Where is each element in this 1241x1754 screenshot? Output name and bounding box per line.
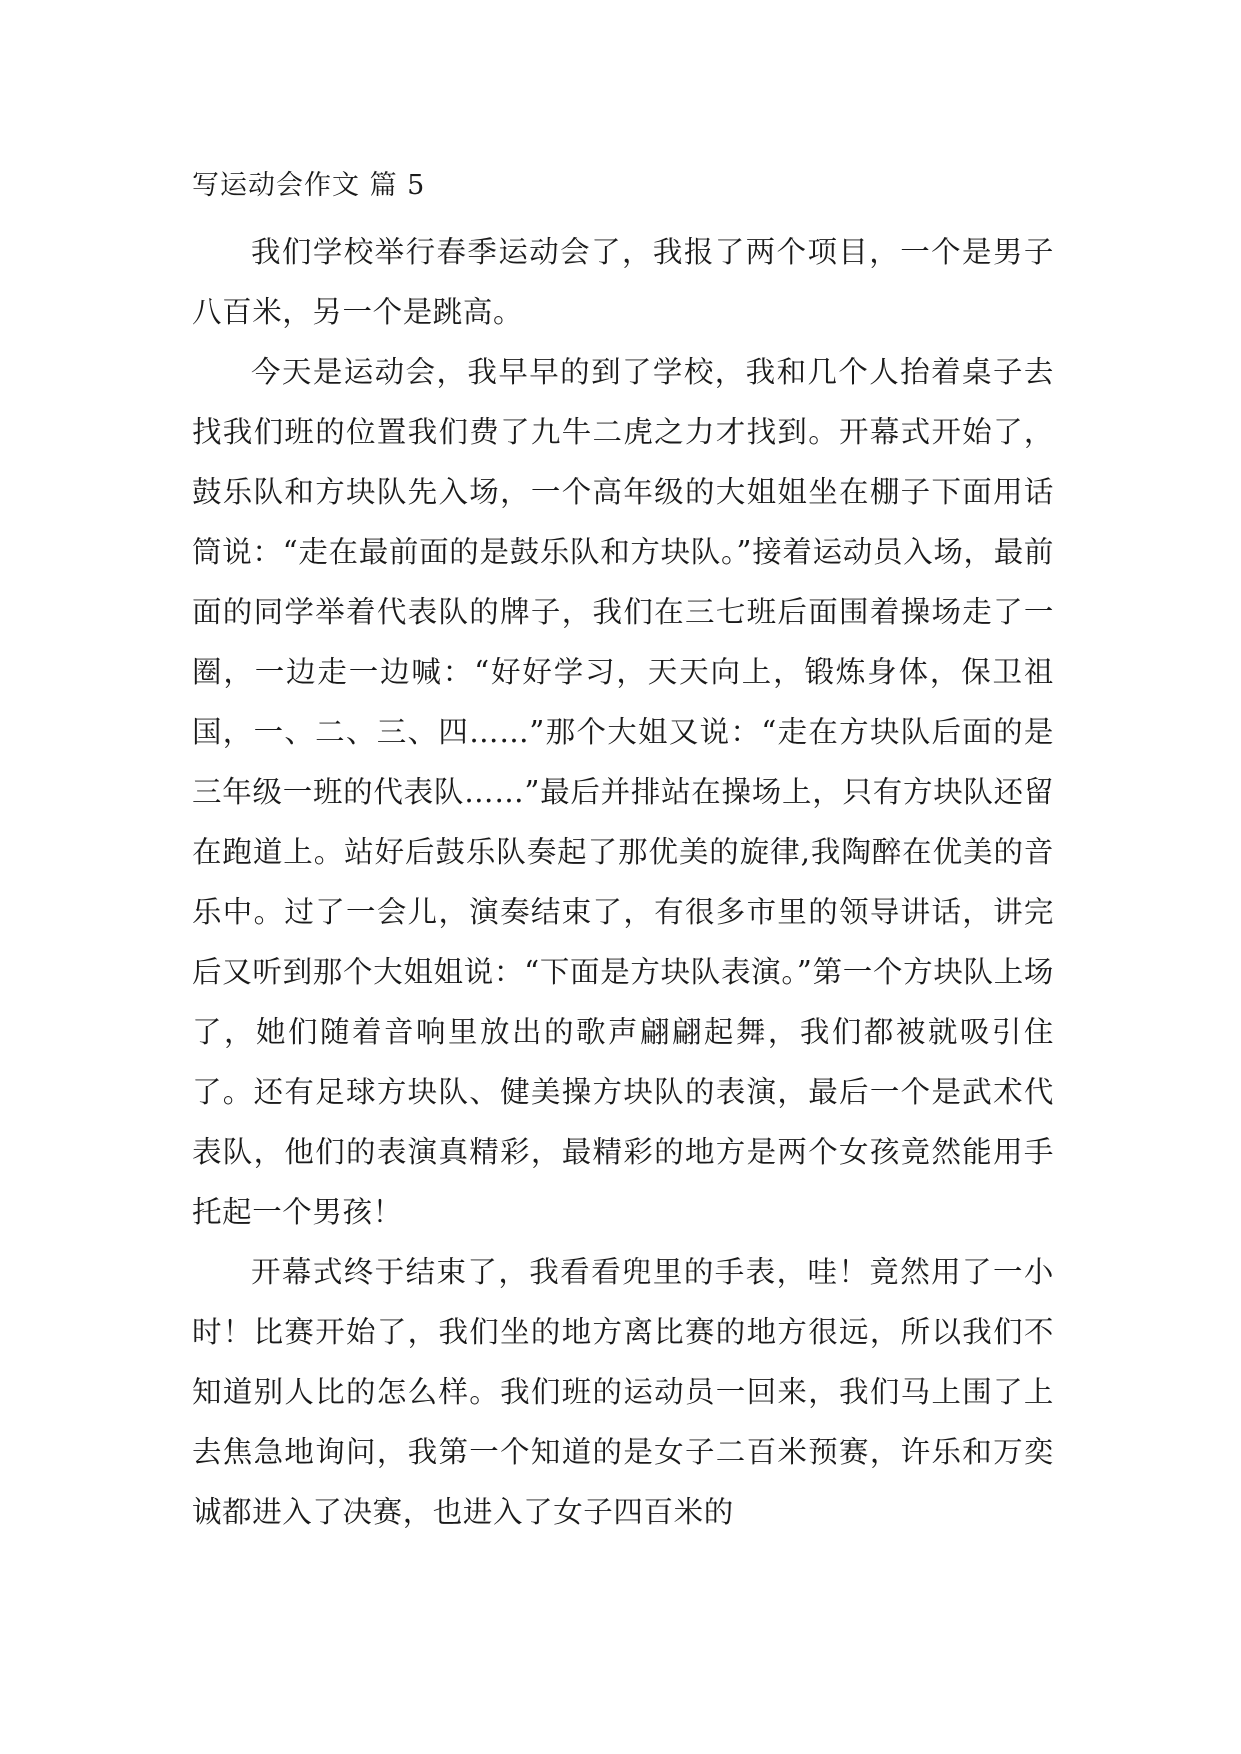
paragraph-2: 今天是运动会，我早早的到了学校，我和几个人抬着桌子去找我们班的位置我们费了九牛二虎之力才找到。开幕式开始了，鼓乐队和方块队先入场，一个高年级的大姐姐坐在棚子下面用话筒说：“走在最前面的是鼓乐队和方块队。”接着运动员入场，最前面的同学举着代表队的牌子，我们在三七班后面围着操场走了一圈，一边走一边喊：“好好学习，天天向上，锻炼身体，保卫祖国，一、二、三、四……”那个大姐又说：“走在方块队后面的是三年级一班的代表队……”最后并排站在操场上，只有方块队还留在跑道上。站好后鼓乐队奏起了那优美的旋律,我陶醉在优美的音乐中。过了一会儿，演奏结束了，有很多市里的领导讲话，讲完后又听到那个大姐姐说：“下面是方块队表演。”第一个方块队上场了，她们随着音响里放出的歌声翩翩起舞，我们都被就吸引住了。还有足球方块队、健美操方块队的表演，最后一个是武术代表队，他们的表演真精彩，最精彩的地方是两个女孩竟然能用手托起一个男孩！ <box>192 355 1054 1229</box>
document-body <box>192 222 1054 1542</box>
document-title: 写运动会作文 篇 5 <box>192 170 426 201</box>
paragraph-3: 开幕式终于结束了，我看看兜里的手表，哇！竟然用了一小时！比赛开始了，我们坐的地方离比赛的地方很远，所以我们不知道别人比的怎么样。我们班的运动员一回来，我们马上围了上去焦急地询问，我第一个知道的是女子二百米预赛，许乐和万奕诚都进入了决赛，也进入了女子四百米的 <box>192 1255 1054 1529</box>
paragraph-1: 我们学校举行春季运动会了，我报了两个项目，一个是男子八百米，另一个是跳高。 <box>192 235 1054 329</box>
